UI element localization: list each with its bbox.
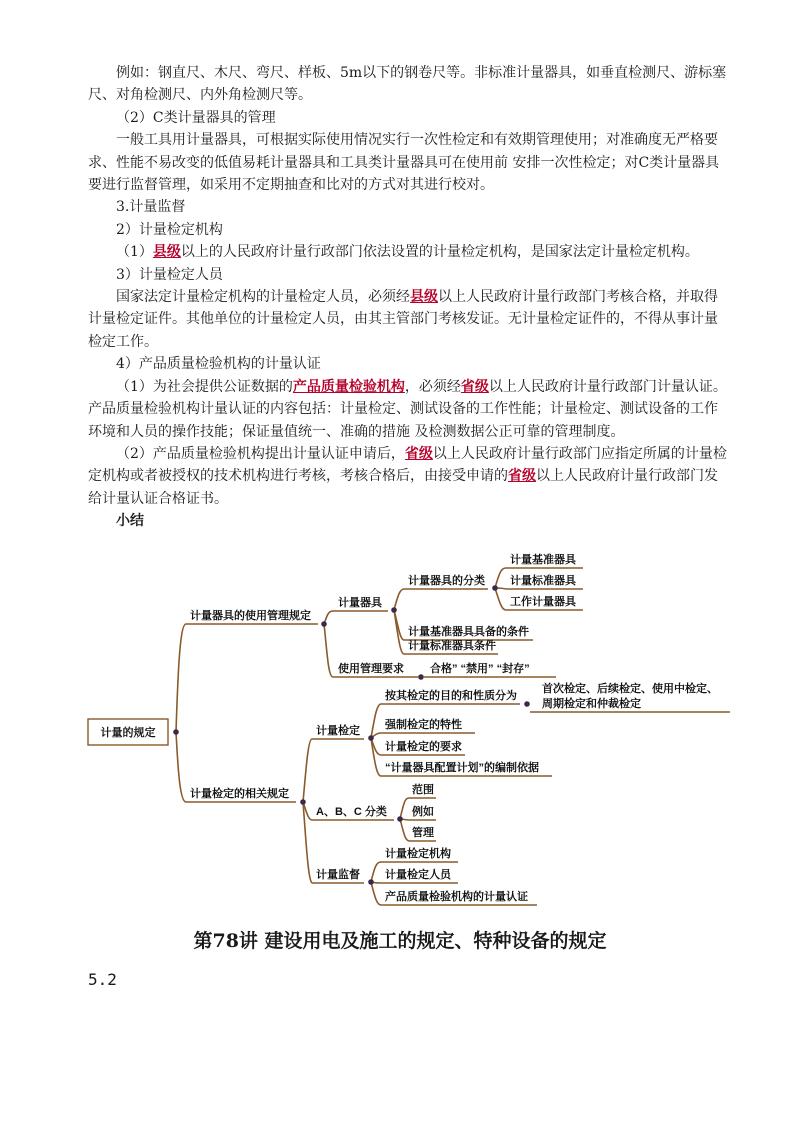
mind-map-node: 周期检定和仲裁检定: [542, 698, 641, 710]
text-run: 以上的人民政府计量行政部门依法设置的计量检定机构，是国家法定计量检定机构。: [180, 244, 699, 261]
mind-map-node: 首次检定、后续检定、使用中检定、: [542, 683, 718, 695]
mind-map-node: 计量检定的相关规定: [190, 788, 289, 800]
text-run: （2）产品质量检验机构提出计量认证申请后，: [116, 445, 405, 462]
highlight-term: 省级: [508, 468, 536, 485]
mind-map-node: 强制检定的特性: [385, 719, 462, 731]
highlight-term: 产品质量检验机构: [292, 378, 405, 395]
paragraph: （2）C类计量器具的管理: [116, 109, 276, 126]
knot-dot: [418, 674, 424, 680]
mind-map-node: 使用管理要求: [338, 663, 404, 675]
knot-dot: [524, 701, 530, 707]
knot-dot: [368, 879, 374, 885]
text-run: 以上人民政府计量行政部门考核合格，并取得计量检定证件。其他单位的计量检定人员，由其主管部门考核发证。无计量检定证件的，不得从事计量检定工作。: [88, 289, 718, 350]
mind-map-node: 计量基准器具: [510, 554, 576, 566]
knot-dot: [391, 607, 397, 613]
mind-map-node: 计量检定人员: [385, 869, 451, 881]
text-run: （1）为社会提供公证数据的: [116, 378, 293, 395]
mind-map-node: 计量检定的要求: [385, 741, 462, 753]
mind-map: [0, 540, 800, 920]
mind-map-node: 计量器具: [338, 597, 382, 609]
sub-heading: 4）产品质量检验机构的计量认证: [116, 356, 321, 373]
mind-map-node: 合格” “禁用” “封存”: [430, 663, 530, 675]
highlight-term: 省级: [460, 378, 489, 395]
body-text: [88, 62, 728, 533]
mind-map-node: 计量基准器具具备的条件: [408, 626, 529, 638]
paragraph: 一般工具用计量器具，可根据实际使用情况实行一次性检定和有效期管理使用；对准确度无严格要求、性能不易改变的低值易耗计量器具和工具类计量器具可在使用前 安排一次性检定；对C类计量器具要进行监督管理，如采用不定期抽查和比对的方式对其进行校对。: [88, 132, 720, 194]
text-run: ，必须经: [404, 378, 461, 395]
mind-map-node: 按其检定的目的和性质分为: [385, 690, 517, 702]
mind-map-node: 管理: [412, 827, 434, 839]
mind-map-node: 范围: [412, 784, 434, 796]
mind-map-node: 计量标准器具条件: [408, 640, 496, 652]
knot-dot: [300, 799, 306, 805]
mind-map-root: 计量的规定: [100, 727, 156, 739]
knot-dot: [368, 735, 374, 741]
mind-map-node: 计量器具的使用管理规定: [190, 610, 311, 622]
text-run: 国家法定计量检定机构的计量检定人员，必须经: [116, 289, 410, 306]
knot-dot: [492, 585, 498, 591]
mind-map-node: 计量检定机构: [385, 848, 451, 860]
summary-label: 小结: [116, 513, 144, 530]
highlight-term: 县级: [152, 244, 181, 261]
knot-dot: [321, 621, 327, 627]
mind-map-node: 计量器具的分类: [408, 575, 485, 587]
mind-map-node: 计量标准器具: [510, 575, 576, 587]
sub-heading: 3）计量检定人员: [116, 266, 223, 283]
mind-map-node: A、B、C 分类: [316, 806, 387, 818]
mind-map-node: 产品质量检验机构的计量认证: [385, 891, 528, 903]
paragraph: [88, 443, 728, 510]
paragraph: [88, 286, 728, 353]
knot-dot: [397, 816, 403, 822]
mind-map-node: “计量器具配置计划”的编制依据: [385, 762, 539, 774]
text-run: 以上人民政府计量行政部门计量认证。产品质量检验机构计量认证的内容包括：计量检定、测试设备的工作性能；计量检定、测试设备的工作环境和人员的操作技能；保证量值统一、准确的措施 及检测数据公正可靠的管理制度。: [88, 378, 727, 440]
mind-map-node: 例如: [412, 806, 434, 818]
highlight-term: 县级: [410, 289, 438, 306]
highlight-term: 省级: [404, 445, 433, 462]
sub-heading: 2）计量检定机构: [116, 221, 223, 238]
paragraph: [88, 241, 728, 263]
paragraph: [88, 376, 728, 443]
mind-map-node: 计量监督: [316, 869, 360, 881]
paragraph: 例如：钢直尺、木尺、弯尺、样板、5m以下的钢卷尺等。非标准计量器具，如垂直检测尺、游标塞尺、对角检测尺、内外角检测尺等。: [88, 65, 727, 104]
section-heading: 3.计量监督: [116, 199, 186, 216]
knot-dot: [173, 729, 179, 735]
mind-map-node: 计量检定: [316, 725, 360, 737]
text-run: 以上人民政府计量行政部门应指定所属的计量检定机构或者被授权的技术机构进行考核，考核合格后，由接受申请的: [88, 445, 727, 485]
text-run: （1）: [116, 244, 153, 261]
section-number: 5.2: [88, 970, 117, 989]
lecture-title: 第78讲 建设用电及施工的规定、特种设备的规定: [193, 930, 607, 952]
mind-map-node: 工作计量器具: [510, 596, 576, 608]
text-run: 以上人民政府计量行政部门发给计量认证合格证书。: [88, 468, 718, 507]
